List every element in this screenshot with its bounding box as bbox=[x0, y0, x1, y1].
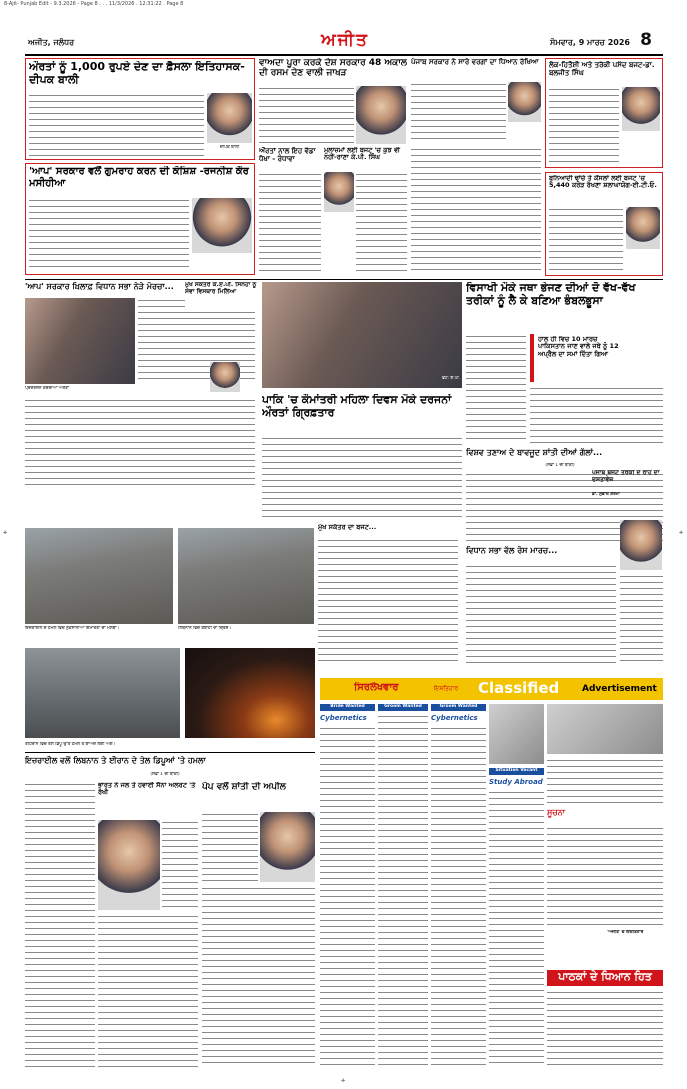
vaisakhi-pull-quote-box bbox=[530, 334, 620, 382]
classified-title: Classified bbox=[478, 679, 560, 697]
photo-credit: ਫੋਟੋ: ਏ.ਪੀ. bbox=[441, 376, 460, 381]
story-headline: 'ਆਪ' ਸਰਕਾਰ ਵਲੋਂ ਗੁਮਰਾਹ ਕਰਨ ਦੀ ਕੋਸ਼ਿਸ਼ -ਰਜਨੀਸ਼ ਕੌਰ ਮਸੀਹੀਆ bbox=[29, 166, 249, 189]
photo-oil-depot-fire bbox=[185, 648, 315, 738]
photo-caption-fire: ਤਹਿਰਾਨ ਵਿਚ ਤੇਲ ਡਿਪੂ ਉੱਤੇ ਹਮਲੇ ਤੋਂ ਬਾਅਦ ਲੱਗੀ ਅੱਗ। bbox=[25, 742, 116, 747]
ads-text bbox=[489, 790, 544, 1066]
print-strip: 8-Ajit- Punjab Edit - 9.3.2026 - Page 8 . . . 11/3/2026 . 12:31:22 . Page 8 bbox=[4, 1, 184, 7]
byline: ਡਾ. ਸੁਭਾਸ਼ ਸ਼ਰਮਾ bbox=[592, 492, 620, 497]
ads-text bbox=[378, 714, 428, 1066]
ads-text bbox=[320, 726, 375, 1066]
israel-attack-headline: ਇਜ਼ਰਾਈਲ ਵਲੋਂ ਲਿਬਨਾਨ ਤੇ ਈਰਾਨ ਦੇ ਤੇਲ ਡਿਪੂਆਂ 'ਤੇ ਹਮਲਾ bbox=[25, 756, 206, 765]
classified-subtitle: ਇਸ਼ਤਿਹਾਰ bbox=[434, 685, 459, 692]
rana-kp-headline: ਮੁਲਾਜ਼ਮਾਂ ਲਈ ਬਜਟ 'ਚ ਕੁਝ ਵੀ ਨਹੀਂ-ਰਾਣਾ ਕੇ.ਪੀ. ਸਿੰਘ bbox=[324, 147, 401, 162]
masthead-rule bbox=[25, 54, 663, 56]
readers-notice-text bbox=[547, 990, 663, 1068]
story-headline: ਔਰਤਾਂ ਨੂੰ 1,000 ਰੁਪਏ ਦੇਣ ਦਾ ਫ਼ੈਸਲਾ ਇਤਿਹਾਸਕ-ਦੀਪਕ ਬਾਲੀ bbox=[29, 61, 245, 86]
story-body bbox=[29, 93, 204, 157]
ad-label: 'ਅਜੀਤ' ਦੇ ਇਸ਼ਤਿਹਾਰ bbox=[607, 930, 644, 935]
column-head: Groom Wanted bbox=[378, 704, 428, 711]
protest-headline: 'ਆਪ' ਸਰਕਾਰ ਖ਼ਿਲਾਫ਼ ਵਿਧਾਨ ਸਭਾ ਨੇੜੇ ਮੋਰਚਾ... bbox=[25, 282, 174, 291]
budget-document-headline: ਪੰਜਾਬ ਬਜਟ ਤਰੱਕੀ ਦੇ ਰਾਹ ਦਾ ਦਸਤਾਵੇਜ਼ bbox=[592, 470, 660, 483]
photo-caption: ਦੀਪਕ ਬਾਲੀ bbox=[219, 145, 240, 150]
issue-date: ਸੋਮਵਾਰ, 9 ਮਾਰਚ 2026 bbox=[550, 38, 630, 47]
photo-rajnish-kaur bbox=[192, 198, 252, 253]
photo-leader bbox=[98, 820, 160, 910]
protest-photo-caption: ਪ੍ਰਦਰਸ਼ਨ ਕਰਦੀਆਂ ਔਰਤਾਂ bbox=[25, 386, 69, 391]
advertisement-label: Advertisement bbox=[582, 684, 657, 694]
randhawa-body bbox=[259, 172, 321, 272]
photo-rana-kp bbox=[324, 172, 354, 212]
pope-headline: ਪੋਪ ਵਲੋਂ ਸ਼ਾਂਤੀ ਦੀ ਅਪੀਲ bbox=[202, 782, 286, 792]
ad-image bbox=[489, 704, 544, 764]
photo-pakistan-womens-day bbox=[262, 282, 462, 388]
vaisakhi-headline: ਵਿਸਾਖੀ ਮੌਕੇ ਜਥਾ ਭੇਜਣ ਦੀਆਂ ਦੋ ਵੱਖ-ਵੱਖ ਤਰੀਕਾਂ ਨੂੰ ਲੈ ਕੇ ਬਣਿਆ ਭੰਬਲਭੂਸਾ bbox=[466, 282, 636, 307]
budget-body bbox=[620, 574, 663, 664]
column3-body bbox=[411, 82, 506, 140]
randhawa-headline: ਔਰਤਾਂ ਨਾਲ ਇਹ ਵੱਡਾ ਧੋਖਾ - ਰੰਧਾਵਾ bbox=[259, 147, 316, 164]
pull-quote: ਹਾਲ ਹੀ ਵਿਚ 10 ਮਾਰਚ ਪਾਕਿਸਤਾਨ ਜਾਣ ਵਾਲੇ ਜਥੇ ਨੂੰ 12 ਅਪ੍ਰੈਲ ਦਾ ਸਮਾਂ ਦਿੱਤਾ ਗਿਆ bbox=[538, 336, 619, 358]
page-number: 8 bbox=[640, 30, 652, 50]
aap-misleading-story-box bbox=[25, 163, 255, 275]
protest-more-body bbox=[25, 398, 255, 490]
ads-text bbox=[431, 726, 486, 1066]
jakhar-body bbox=[259, 86, 354, 144]
column3-headline: ਪੰਜਾਬ ਸਰਕਾਰ ਨੇ ਸਾਰੇ ਵਰਗਾਂ ਦਾ ਧਿਆਨ ਰੱਖਿਆ bbox=[411, 58, 539, 66]
column-head: Situation Vacant bbox=[489, 768, 544, 775]
jump-label: (ਸਫ਼ਾ 1 ਦੀ ਬਾਕੀ) bbox=[545, 463, 575, 468]
pope-body bbox=[202, 812, 258, 882]
story-body bbox=[29, 198, 189, 272]
brand: Study Abroad bbox=[489, 778, 543, 786]
photo-caption-right: ਲਿਬਨਾਨ ਵਿਚ ਤਬਾਹੀ ਦਾ ਦ੍ਰਿਸ਼। bbox=[178, 626, 232, 631]
eto-story-box bbox=[545, 172, 663, 276]
photo-protest-women bbox=[25, 298, 135, 384]
photo-baljit bbox=[622, 87, 660, 131]
notice-text bbox=[547, 826, 663, 926]
photo-rubble-left bbox=[25, 528, 173, 624]
protest-march-headline: ਵਿਧਾਨ ਸਭਾ ਵੱਲ ਰੋਸ ਮਾਰਚ... bbox=[466, 546, 558, 555]
vaisakhi-more-body bbox=[530, 386, 663, 444]
story-headline: ਬੁਨਿਆਦੀ ਢਾਂਚੇ ਤੇ ਕੌਂਸਲਾਂ ਲਈ ਬਜਟ 'ਚ 5,440 ਕਰੋੜ ਰੱਖਣਾ ਸ਼ਲਾਘਾਯੋਗ-ਈ.ਟੀ.ਓ. bbox=[549, 175, 657, 190]
classified-banner bbox=[320, 678, 663, 700]
india-alert-headline: ਭਾਰਤ ਨੇ ਜਲ ਤੇ ਹਵਾਈ ਸੈਨਾ ਅਲਰਟ 'ਤੇ ਰੱਖੀ bbox=[98, 782, 196, 797]
photo-caption-left: ਇਜ਼ਰਾਈਲ ਦੇ ਹਮਲੇ ਵਿਚ ਨੁਕਸਾਨੀਆਂ ਇਮਾਰਤਾਂ ਦਾ ਮਲਬਾ। bbox=[25, 626, 120, 631]
vaisakhi-body bbox=[466, 334, 526, 444]
classified-col-4 bbox=[489, 704, 544, 1074]
section-divider bbox=[25, 279, 663, 280]
pakistan-headline: ਪਾਕਿ 'ਚ ਕੌਮਾਂਤਰੀ ਮਹਿਲਾ ਦਿਵਸ ਮੌਕੇ ਦਰਜਨਾਂ ਔਰਤਾਂ ਗ੍ਰਿਫ਼ਤਾਰ bbox=[262, 394, 452, 419]
india-alert-body bbox=[162, 820, 198, 910]
registration-mark-icon: ✛ bbox=[340, 1078, 346, 1084]
world-tension-headline: ਵਿਸ਼ਵ ਤਣਾਅ ਦੇ ਬਾਵਜੂਦ ਸ਼ਾਂਤੀ ਦੀਆਂ ਗੱਲਾਂ... bbox=[466, 448, 603, 457]
photo-pope bbox=[260, 812, 315, 882]
column3-more-body bbox=[411, 147, 541, 272]
pope-more-body bbox=[202, 886, 315, 1068]
classified-col-1 bbox=[320, 704, 375, 1074]
jakhar-headline: ਵਾਅਦਾ ਪੂਰਾ ਕਰਕੇ ਦੇਸ਼ ਸਰਕਾਰ 48 ਅਕਾਲ ਦੀ ਰਸਮ ਦੇਣ ਵਾਲੀ ਜਾਖੜ bbox=[259, 58, 407, 79]
notice-title: ਸੂਚਨਾ bbox=[547, 808, 566, 817]
classified-col-2 bbox=[378, 704, 428, 1074]
photo-minister bbox=[508, 82, 541, 122]
chief-secretary-headline: ਮੁੱਖ ਸਕੱਤਰ ਕੇ.ਏ.ਪੀ. ਸਿਨਹਾ ਨੂੰ ਸੇਵਾ ਵਿਸਥਾਰ ਮਿਲਿਆ bbox=[185, 282, 257, 312]
israel-body-col1 bbox=[25, 782, 95, 1068]
jump-body bbox=[318, 538, 458, 664]
photo-deepak-bali bbox=[207, 93, 252, 143]
registration-mark-icon: ✛ bbox=[678, 530, 684, 536]
rana-kp-body bbox=[356, 172, 407, 272]
registration-mark-icon: ✛ bbox=[2, 530, 8, 536]
pakistan-body bbox=[262, 436, 462, 522]
brand: Cybernetics bbox=[431, 714, 478, 722]
story-body bbox=[549, 87, 619, 163]
story-headline: ਲੋਕ-ਹਿਤੈਸ਼ੀ ਅਤੇ ਤਰੱਕੀ ਪਸੰਦ ਬਜਟ-ਡਾ. ਬਲਜੀਤ ਸਿੰਘ bbox=[549, 61, 655, 78]
protest-march-body bbox=[466, 564, 616, 664]
photo-jakhar bbox=[356, 86, 406, 144]
top-left-story-box bbox=[25, 58, 255, 160]
notice-box bbox=[547, 808, 663, 968]
photo-tankers bbox=[25, 648, 180, 738]
ads-text bbox=[547, 758, 663, 804]
column-head: Groom Wanted bbox=[431, 704, 486, 711]
photo-eto bbox=[626, 207, 660, 249]
chief-secretary-jump-headline: ਮੁੱਖ ਸਕੱਤਰ ਦਾ ਬਜਟ... bbox=[318, 524, 377, 531]
newspaper-logo: ਅਜੀਤ bbox=[321, 30, 369, 50]
classified-col-5 bbox=[547, 704, 663, 804]
photo-chief-secretary bbox=[210, 362, 240, 392]
ad-image-professionals bbox=[547, 704, 663, 754]
top-right-story-box bbox=[545, 58, 663, 168]
readers-notice-heading: ਪਾਠਕਾਂ ਦੇ ਧਿਆਨ ਹਿਤ bbox=[547, 970, 663, 986]
classified-title-punjabi: ਸਿਰਲੇਖਵਾਰ bbox=[354, 682, 399, 693]
photo-rubble-right bbox=[178, 528, 314, 624]
brand: Cybernetics bbox=[320, 714, 367, 722]
edition-label: ਅਜੀਤ, ਜਲੰਧਰ bbox=[28, 38, 75, 47]
photo-subhash-sharma bbox=[620, 520, 662, 570]
column-head: Bride Wanted bbox=[320, 704, 375, 711]
india-alert-more bbox=[98, 914, 198, 1068]
classified-col-3 bbox=[431, 704, 486, 1074]
story-body bbox=[549, 207, 623, 273]
jump-label: (ਸਫ਼ਾ 1 ਦੀ ਬਾਕੀ) bbox=[150, 772, 180, 777]
bottom-divider bbox=[25, 752, 315, 753]
